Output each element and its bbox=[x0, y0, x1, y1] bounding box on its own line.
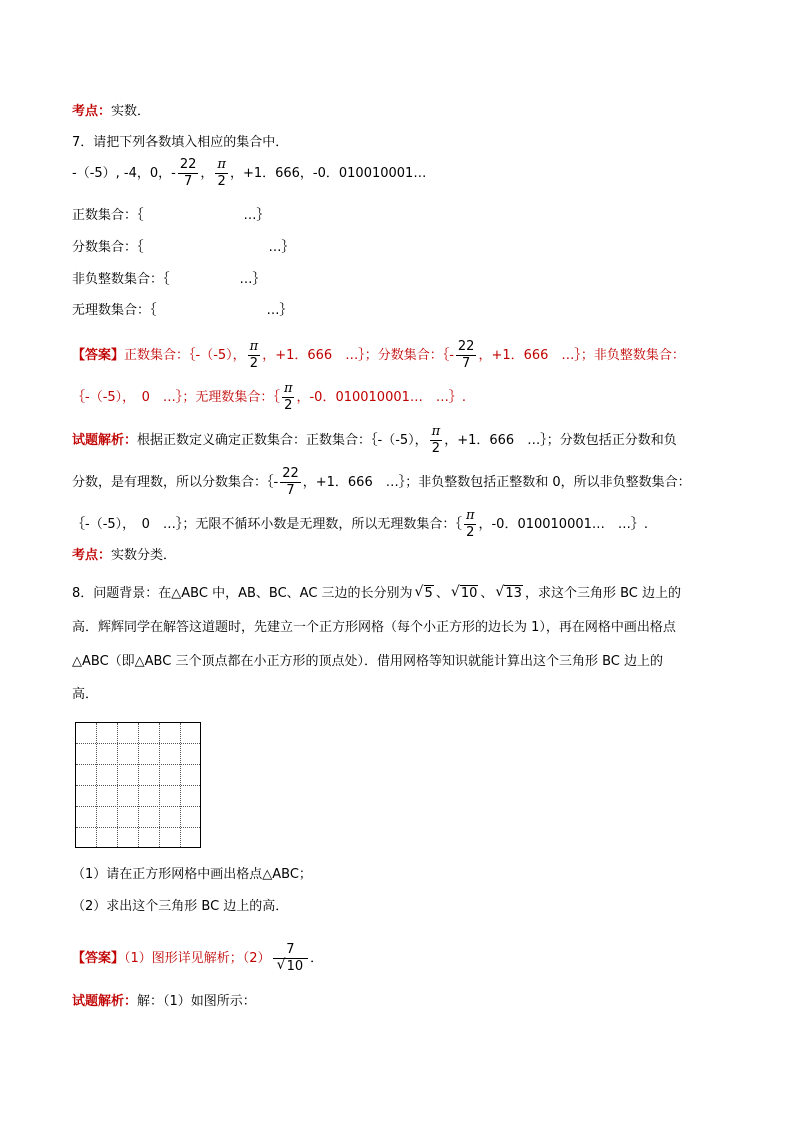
fraction-22-7 bbox=[280, 466, 301, 499]
sqrt-10: √ 10 bbox=[276, 957, 304, 974]
q8-line-1-part-d: 10 bbox=[460, 586, 478, 601]
answer-tag: 【答案】 bbox=[72, 951, 125, 966]
set-fraction bbox=[72, 239, 295, 257]
q7-analysis-line-1 bbox=[72, 424, 677, 457]
q7-answer-line-2 bbox=[72, 381, 466, 414]
q8-line-2: 高．辉辉同学在解答这道题时，先建立一个正方形网格（每个小正方形的边长为 1），再在网格中画出格点 bbox=[72, 620, 676, 635]
set-tail: …｝ bbox=[268, 240, 295, 255]
fraction-7-sqrt10 bbox=[273, 942, 309, 975]
analysis-label: 试题解析： bbox=[72, 433, 138, 448]
frac-den: 7 bbox=[286, 483, 295, 498]
q7-analysis-line-3-part-b: ，-0．010010001… …｝. bbox=[478, 517, 649, 532]
q8-line-1-part-e: 、 bbox=[480, 586, 494, 601]
q8-answer-part-a: （1）图形详见解析；（2） bbox=[124, 951, 271, 966]
kaodian-value: 实数分类． bbox=[111, 548, 177, 563]
set-label: 正数集合：｛ bbox=[72, 208, 144, 223]
fraction-22-7 bbox=[178, 157, 199, 190]
analysis-label: 试题解析： bbox=[72, 994, 138, 1009]
q7-prompt-text: 请把下列各数填入相应的集合中． bbox=[93, 135, 289, 150]
grid-line bbox=[76, 806, 200, 807]
q8-line-1-part-a: 问题背景：在△ABC 中，AB、BC、AC 三边的长分别为 bbox=[93, 586, 413, 601]
q8-line-1-part-c: 、 bbox=[435, 586, 449, 601]
q7-numbers-part-b: ，+1．666，-0．010010001… bbox=[229, 166, 427, 181]
grid-line bbox=[76, 743, 200, 744]
q8-answer bbox=[72, 942, 323, 975]
q7-answer-line-1-part-b: ，+1．666 …｝；分数集合：｛- bbox=[262, 348, 454, 363]
fraction-22-7 bbox=[456, 339, 477, 372]
q7-analysis-line-3 bbox=[72, 508, 648, 541]
sqrt-10: √ 10 bbox=[450, 584, 478, 601]
set-tail: …｝ bbox=[266, 303, 293, 318]
set-nonneg-int bbox=[72, 271, 266, 289]
fraction-pi-2 bbox=[282, 381, 295, 414]
q7-answer-line-1-part-a: 正数集合：｛-（-5）， bbox=[124, 348, 246, 363]
q8-line-3: △ABC（即△ABC 三个顶点都在小正方形的顶点处）．借用网格等知识就能计算出这个三角形 BC 边上的 bbox=[72, 654, 663, 669]
frac-den: 2 bbox=[249, 356, 259, 371]
set-label: 无理数集合：｛ bbox=[72, 303, 157, 318]
pi-symbol: π bbox=[283, 381, 293, 396]
pi-symbol: π bbox=[217, 157, 226, 172]
q8-number: 8． bbox=[72, 586, 94, 601]
set-label: 分数集合：｛ bbox=[72, 240, 144, 255]
q8-line-1 bbox=[72, 585, 681, 603]
set-tail: …｝ bbox=[243, 208, 270, 223]
kaodian-value: 实数． bbox=[111, 104, 151, 119]
q8-sub-1: （1）请在正方形网格中画出格点△ABC； bbox=[72, 867, 312, 882]
q7-analysis-line-1-part-a: 根据正数定义确定正数集合：正数集合：｛-（-5）， bbox=[137, 433, 428, 448]
square-grid bbox=[75, 722, 201, 848]
kaodian-line-2 bbox=[72, 547, 176, 565]
kaodian-label: 考点： bbox=[72, 104, 112, 119]
pi-symbol: π bbox=[465, 508, 475, 523]
frac-den: 2 bbox=[217, 174, 226, 189]
frac-den: 7 bbox=[183, 174, 193, 189]
q8-analysis-part-a: 解：（1）如图所示： bbox=[137, 994, 256, 1009]
pi-symbol: π bbox=[249, 339, 259, 354]
grid-line bbox=[76, 827, 200, 828]
frac-den: 2 bbox=[284, 398, 293, 413]
grid-line bbox=[76, 785, 200, 786]
fraction-pi-2 bbox=[464, 508, 477, 541]
q7-analysis-line-2 bbox=[72, 466, 691, 499]
q8-sub-2: （2）求出这个三角形 BC 边上的高． bbox=[72, 899, 289, 914]
set-tail: …｝ bbox=[239, 272, 266, 287]
frac-num: 22 bbox=[457, 339, 475, 354]
pi-symbol: π bbox=[431, 424, 441, 439]
kaodian-line-1 bbox=[72, 103, 150, 121]
frac-num: 22 bbox=[282, 466, 299, 481]
q7-numbers bbox=[72, 157, 426, 190]
q8-analysis bbox=[72, 993, 256, 1011]
answer-tag: 【答案】 bbox=[72, 348, 125, 363]
q7-answer-line-2-part-b: ，-0．010010001… …｝. bbox=[296, 390, 467, 405]
q7-analysis-line-2-part-b: ，+1．666 …｝；非负整数包括正整数和 0，所以非负整数集合： bbox=[302, 475, 691, 490]
q8-line-1-part-b: 5 bbox=[424, 586, 433, 601]
q7-number: 7． bbox=[72, 135, 94, 150]
q7-analysis-line-2-part-a: 分数，是有理数，所以分数集合：｛- bbox=[72, 475, 279, 490]
frac-num: 22 bbox=[179, 157, 197, 172]
frac-den: 7 bbox=[462, 356, 471, 371]
q7-analysis-line-1-part-b: ，+1．666 …｝；分数包括正分数和负 bbox=[444, 433, 677, 448]
q7-answer-line-2-part-a: ｛-（-5）， 0 …｝；无理数集合：｛ bbox=[72, 390, 280, 405]
q7-analysis-line-3-part-a: ｛-（-5）， 0 …｝；无限不循环小数是无理数，所以无理数集合：｛ bbox=[72, 517, 462, 532]
sep: ， bbox=[200, 166, 214, 181]
q7-numbers-part-a: -（-5）, -4，0，- bbox=[72, 166, 176, 181]
frac-den: 2 bbox=[431, 441, 441, 456]
q7-prompt bbox=[72, 134, 288, 152]
q7-answer-line-1 bbox=[72, 339, 685, 372]
fraction-pi-2 bbox=[430, 424, 443, 457]
q8-line-4: 高． bbox=[72, 687, 99, 702]
fraction-pi-2 bbox=[248, 339, 261, 372]
set-positive bbox=[72, 207, 270, 225]
sqrt-5: √ 5 bbox=[414, 584, 433, 601]
frac-den: 2 bbox=[466, 525, 475, 540]
q8-answer-part-c: ． bbox=[310, 951, 324, 966]
fraction-pi-2 bbox=[215, 157, 228, 190]
set-irrational bbox=[72, 302, 293, 320]
set-label: 非负整数集合：｛ bbox=[72, 272, 170, 287]
q7-answer-line-1-part-c: ，+1．666 …｝；非负整数集合： bbox=[478, 348, 685, 363]
q8-line-1-part-g: ，求这个三角形 BC 边上的 bbox=[524, 586, 681, 601]
sqrt-13: √ 13 bbox=[495, 584, 522, 601]
grid-line bbox=[76, 764, 200, 765]
frac-num: 7 bbox=[273, 942, 309, 959]
q8-answer-part-b: 10 bbox=[286, 959, 304, 974]
q8-line-1-part-f: 13 bbox=[505, 586, 522, 601]
kaodian-label: 考点： bbox=[72, 548, 112, 563]
